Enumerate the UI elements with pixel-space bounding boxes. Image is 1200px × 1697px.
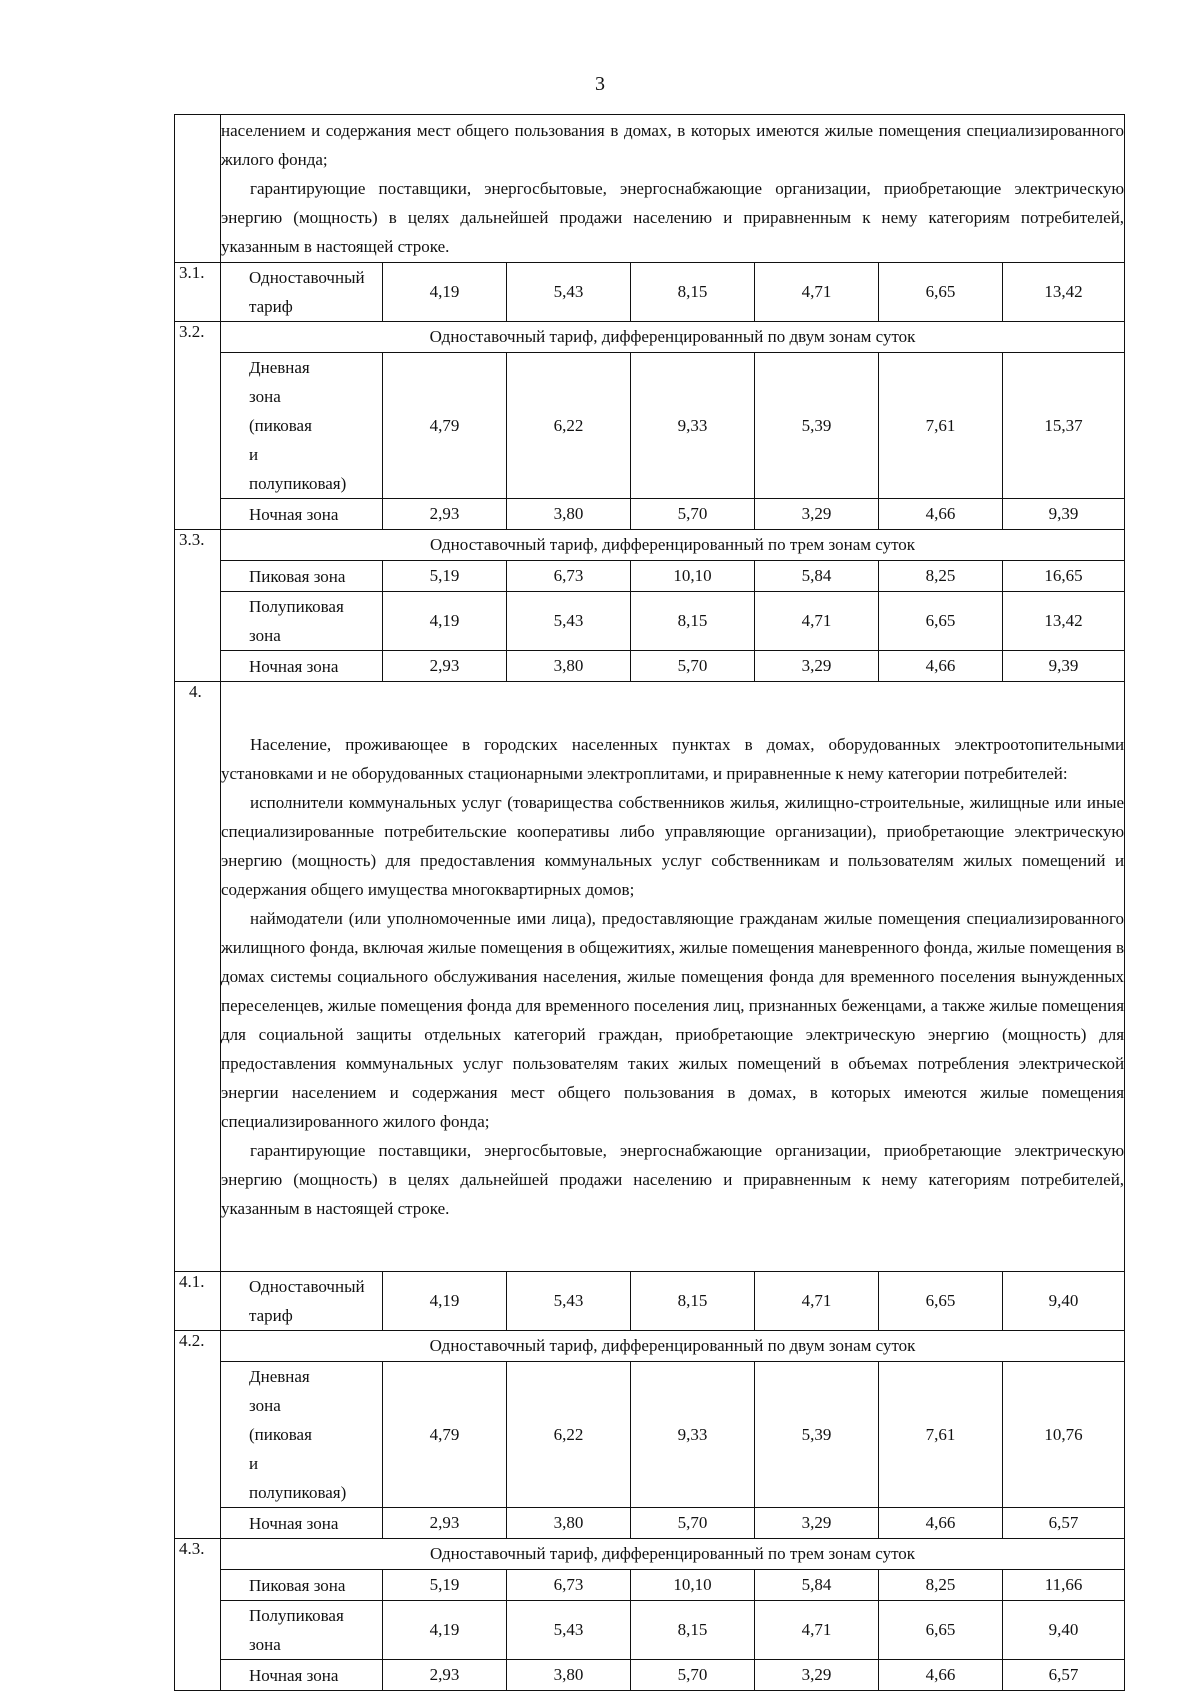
- value-cell: 16,65: [1003, 561, 1125, 592]
- value-cell: 5,19: [383, 1570, 507, 1601]
- value-cell: 8,15: [631, 1272, 755, 1331]
- value-cell: 5,84: [755, 561, 879, 592]
- value-cell: 4,71: [755, 592, 879, 651]
- table-row: [175, 561, 1125, 592]
- section3-text-row: [175, 115, 1125, 263]
- zone-header: Одноставочный тариф, дифференцированный по трем зонам суток: [221, 530, 1125, 561]
- table-row: [175, 1362, 1125, 1508]
- value-cell: 9,40: [1003, 1272, 1125, 1331]
- paragraph: населением и содержания мест общего пользования в домах, в которых имеются жилые помещения специализированного жилого фонда;: [221, 121, 1125, 169]
- value-cell: 2,93: [383, 651, 507, 682]
- value-cell: 6,57: [1003, 1660, 1125, 1691]
- paragraph: Население, проживающее в городских населенных пунктах в домах, оборудованных электроотопительными установками и не оборудованных стационарными электроплитами, и приравненные к нему категории потребителей:: [221, 735, 1125, 783]
- value-cell: 4,71: [755, 263, 879, 322]
- row-label: Ночная зона: [221, 1660, 383, 1691]
- value-cell: 3,29: [755, 651, 879, 682]
- zone-header: Одноставочный тариф, дифференцированный по трем зонам суток: [221, 1539, 1125, 1570]
- row-label: Полупиковая зона: [221, 1601, 383, 1660]
- value-cell: 7,61: [879, 1362, 1003, 1508]
- value-cell: 9,40: [1003, 1601, 1125, 1660]
- row-label: Ночная зона: [221, 651, 383, 682]
- table-row: [175, 530, 1125, 561]
- row-label: Полупиковая зона: [221, 592, 383, 651]
- value-cell: 5,43: [507, 592, 631, 651]
- value-cell: 3,80: [507, 1660, 631, 1691]
- table-row: [175, 1660, 1125, 1691]
- row-number: 4.: [175, 682, 221, 1272]
- value-cell: 4,66: [879, 1508, 1003, 1539]
- row-number: 3.1.: [175, 263, 221, 322]
- value-cell: 4,66: [879, 1660, 1003, 1691]
- paragraph: гарантирующие поставщики, энергосбытовые, энергоснабжающие организации, приобретающие электрическую энергию (мощность) в целях дальнейшей продажи населению и приравненным к нему категориям потребителей, указанным в настоящей строке.: [221, 1141, 1125, 1218]
- row-label: Дневная зона (пиковая и полупиковая): [221, 1362, 383, 1508]
- tariff-table: [174, 114, 1125, 1691]
- section4-description: [221, 682, 1125, 1272]
- row-number: 4.1.: [175, 1272, 221, 1331]
- value-cell: 8,25: [879, 1570, 1003, 1601]
- value-cell: 3,80: [507, 651, 631, 682]
- value-cell: 9,33: [631, 353, 755, 499]
- paragraph: наймодатели (или уполномоченные ими лица), предоставляющие гражданам жилые помещения специализированного жилищного фонда, включая жилые помещения в общежитиях, жилые помещения маневренного фонда, жилые помещения в домах системы социального обслуживания населения, жилые помещения фонда для временного поселения вынужденных переселенцев, жилые помещения фонда для временного поселения лиц, признанных беженцами, а также жилые помещения для социальной защиты отдельных категорий граждан, приобретающие электрическую энергию (мощность) для предоставления коммунальных услуг пользователям таких жилых помещений в объемах потребления электрической энергии населением и содержания мест общего пользования в домах, в которых имеются жилые помещения специализированного жилого фонда;: [221, 909, 1125, 1131]
- table-row: [175, 592, 1125, 651]
- row-label: Пиковая зона: [221, 1570, 383, 1601]
- value-cell: 5,70: [631, 651, 755, 682]
- value-cell: 4,79: [383, 353, 507, 499]
- value-cell: 10,10: [631, 1570, 755, 1601]
- value-cell: 4,19: [383, 592, 507, 651]
- table-row: [175, 322, 1125, 353]
- value-cell: 6,57: [1003, 1508, 1125, 1539]
- value-cell: 11,66: [1003, 1570, 1125, 1601]
- value-cell: 13,42: [1003, 592, 1125, 651]
- value-cell: 6,73: [507, 561, 631, 592]
- value-cell: 2,93: [383, 1660, 507, 1691]
- value-cell: 10,10: [631, 561, 755, 592]
- value-cell: 5,43: [507, 1272, 631, 1331]
- paragraph: гарантирующие поставщики, энергосбытовые, энергоснабжающие организации, приобретающие электрическую энергию (мощность) в целях дальнейшей продажи населению и приравненным к нему категориям потребителей, указанным в настоящей строке.: [221, 179, 1125, 256]
- value-cell: 9,33: [631, 1362, 755, 1508]
- value-cell: 6,22: [507, 1362, 631, 1508]
- value-cell: 6,22: [507, 353, 631, 499]
- row-number: 4.2.: [175, 1331, 221, 1539]
- value-cell: 3,80: [507, 499, 631, 530]
- table-row: [175, 1570, 1125, 1601]
- value-cell: 6,65: [879, 263, 1003, 322]
- value-cell: 5,39: [755, 1362, 879, 1508]
- table-row: [175, 353, 1125, 499]
- value-cell: 8,25: [879, 561, 1003, 592]
- value-cell: 5,70: [631, 499, 755, 530]
- value-cell: 4,66: [879, 651, 1003, 682]
- zone-header: Одноставочный тариф, дифференцированный по двум зонам суток: [221, 1331, 1125, 1362]
- value-cell: 8,15: [631, 1601, 755, 1660]
- value-cell: 4,19: [383, 1601, 507, 1660]
- row-label: Дневная зона (пиковая и полупиковая): [221, 353, 383, 499]
- row-number: 3.3.: [175, 530, 221, 682]
- value-cell: 3,29: [755, 499, 879, 530]
- row-number: 3.2.: [175, 322, 221, 530]
- table-row: [175, 651, 1125, 682]
- table-row: [175, 1331, 1125, 1362]
- value-cell: 6,73: [507, 1570, 631, 1601]
- zone-header: Одноставочный тариф, дифференцированный по двум зонам суток: [221, 322, 1125, 353]
- table-row: [175, 263, 1125, 322]
- section4-text-row: [175, 682, 1125, 1272]
- row-label: Ночная зона: [221, 499, 383, 530]
- value-cell: 13,42: [1003, 263, 1125, 322]
- row-number: 4.3.: [175, 1539, 221, 1691]
- value-cell: 10,76: [1003, 1362, 1125, 1508]
- value-cell: 5,43: [507, 263, 631, 322]
- value-cell: 5,70: [631, 1660, 755, 1691]
- value-cell: 7,61: [879, 353, 1003, 499]
- value-cell: 4,71: [755, 1272, 879, 1331]
- value-cell: 8,15: [631, 263, 755, 322]
- value-cell: 4,19: [383, 263, 507, 322]
- value-cell: 6,65: [879, 592, 1003, 651]
- value-cell: 15,37: [1003, 353, 1125, 499]
- value-cell: 4,71: [755, 1601, 879, 1660]
- row-number-empty: [175, 115, 221, 263]
- value-cell: 6,65: [879, 1272, 1003, 1331]
- row-label: Ночная зона: [221, 1508, 383, 1539]
- table-row: [175, 1272, 1125, 1331]
- table-row: [175, 1508, 1125, 1539]
- value-cell: 5,43: [507, 1601, 631, 1660]
- value-cell: 4,79: [383, 1362, 507, 1508]
- value-cell: 3,80: [507, 1508, 631, 1539]
- value-cell: 3,29: [755, 1660, 879, 1691]
- value-cell: 5,39: [755, 353, 879, 499]
- paragraph: исполнители коммунальных услуг (товарищества собственников жилья, жилищно-строительные, жилищные или иные специализированные потребительские кооперативы либо управляющие организации), приобретающие электрическую энергию (мощность) для предоставления коммунальных услуг собственникам и пользователям жилых помещений и содержания общего имущества многоквартирных домов;: [221, 793, 1125, 899]
- value-cell: 5,70: [631, 1508, 755, 1539]
- value-cell: 5,19: [383, 561, 507, 592]
- value-cell: 5,84: [755, 1570, 879, 1601]
- table-row: [175, 1601, 1125, 1660]
- value-cell: 4,66: [879, 499, 1003, 530]
- value-cell: 9,39: [1003, 651, 1125, 682]
- value-cell: 2,93: [383, 499, 507, 530]
- page-number: 3: [595, 73, 605, 95]
- section3-description: [221, 115, 1125, 263]
- value-cell: 9,39: [1003, 499, 1125, 530]
- value-cell: 8,15: [631, 592, 755, 651]
- value-cell: 2,93: [383, 1508, 507, 1539]
- value-cell: 6,65: [879, 1601, 1003, 1660]
- row-label: Пиковая зона: [221, 561, 383, 592]
- table-row: [175, 499, 1125, 530]
- value-cell: 3,29: [755, 1508, 879, 1539]
- table-row: [175, 1539, 1125, 1570]
- row-label: Одноставочный тариф: [221, 263, 383, 322]
- row-label: Одноставочный тариф: [221, 1272, 383, 1331]
- value-cell: 4,19: [383, 1272, 507, 1331]
